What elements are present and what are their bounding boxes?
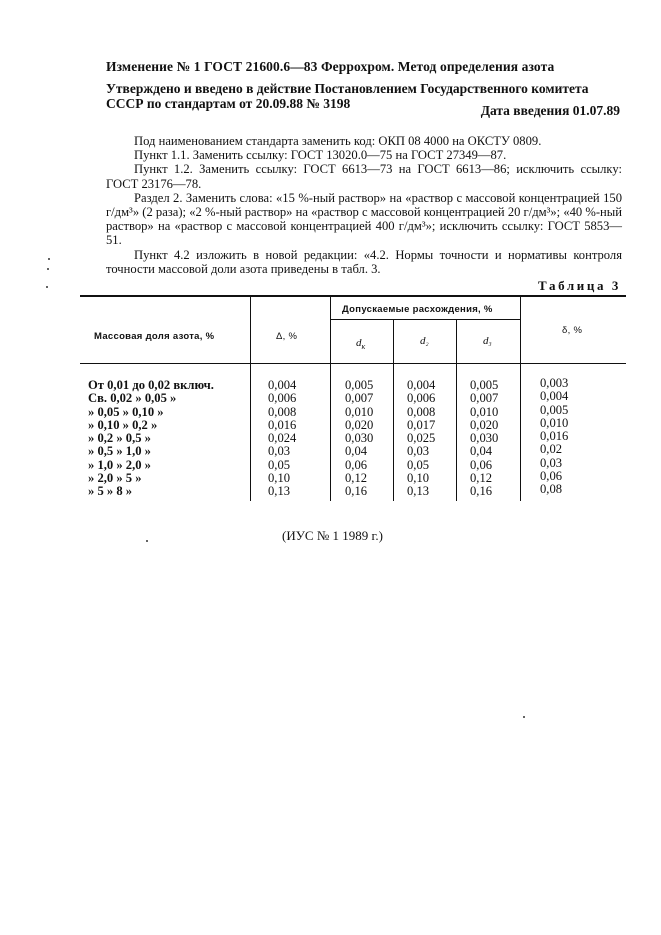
- d2-value: 0,017: [407, 417, 436, 432]
- amendment-text: [106, 134, 622, 276]
- header-d2-letter: d: [420, 335, 426, 347]
- dk-value: 0,16: [345, 484, 368, 499]
- sigma-value: 0,08: [540, 482, 563, 497]
- dk-value: 0,005: [345, 378, 374, 392]
- sigma-value: 0,010: [540, 415, 569, 430]
- delta-value: 0,03: [268, 444, 291, 459]
- mass-row-1: От 0,01 до 0,02 включ.: [88, 378, 214, 392]
- d2-value: 0,13: [407, 484, 430, 499]
- dk-value: 0,04: [345, 444, 368, 459]
- delta-value: 0,05: [268, 457, 291, 472]
- dk-value: 0,030: [345, 431, 374, 446]
- delta-value: 0,13: [268, 484, 291, 499]
- column-divider-5: [520, 296, 521, 501]
- header-delta: Δ, %: [276, 331, 298, 342]
- d2-value: 0,05: [407, 457, 430, 472]
- header-dk: [356, 337, 365, 351]
- d2-value: 0,03: [407, 444, 430, 459]
- d3-column: [470, 379, 498, 499]
- column-divider-2: [330, 296, 331, 501]
- mass-row-5: » 0,2 » 0,5 »: [88, 431, 151, 446]
- table-caption: Таблица 3: [538, 278, 621, 293]
- dk-value: 0,12: [345, 471, 368, 486]
- mass-row-3: » 0,05 » 0,10 »: [88, 404, 164, 419]
- paragraph-item-1-2: Пункт 1.2. Заменить ссылку: ГОСТ 6613—73 на ГОСТ 6613—86; исключить ссылку: ГОСТ 23176—78.: [106, 162, 622, 191]
- delta-column: [268, 379, 296, 499]
- approval-line-2: СССР по стандартам от 20.09.88 № 3198: [106, 96, 351, 111]
- dk-value: 0,010: [345, 404, 374, 419]
- accuracy-table: [80, 295, 626, 505]
- d2-value: 0,008: [407, 404, 436, 419]
- header-mass-fraction: Массовая доля азота, %: [94, 331, 215, 342]
- approval-line-1: Утверждено и введено в действие Постановлением Государственного комитета: [106, 81, 589, 96]
- header-dk-letter: d: [356, 337, 362, 349]
- header-sigma: δ, %: [562, 325, 583, 336]
- header-d3-letter: d: [483, 335, 489, 347]
- d2-column: [407, 379, 435, 499]
- delta-value: 0,004: [268, 378, 297, 392]
- d2-value: 0,004: [407, 378, 436, 392]
- mass-row-4: » 0,10 » 0,2 »: [88, 417, 158, 432]
- column-divider-3: [393, 320, 394, 501]
- delta-value: 0,006: [268, 391, 297, 406]
- dk-value: 0,06: [345, 457, 368, 472]
- sigma-value: 0,016: [540, 429, 569, 444]
- ius-reference: [0, 528, 661, 544]
- header-d3-subscript: ₃: [488, 336, 492, 346]
- mass-row-9: » 5 » 8 »: [88, 484, 133, 499]
- scan-speck: [523, 716, 525, 718]
- paragraph-item-4-2: Пункт 4.2 изложить в новой редакции: «4.2. Нормы точности и нормативы контроля точности массовой доли азота приведены в табл. 3.: [106, 247, 622, 276]
- sigma-value: 0,003: [540, 376, 569, 390]
- dk-value: 0,020: [345, 417, 374, 432]
- ius-text: (ИУС № 1 1989 г.): [282, 528, 383, 543]
- delta-value: 0,024: [268, 431, 297, 446]
- sigma-value: 0,06: [540, 469, 563, 484]
- mass-row-8: » 2,0 » 5 »: [88, 471, 142, 486]
- mass-row-7: » 1,0 » 2,0 »: [88, 457, 151, 472]
- d2-value: 0,025: [407, 431, 436, 446]
- header-d2: [420, 335, 429, 347]
- table-header-rule: [80, 363, 626, 364]
- header-d2-subscript: ₂: [425, 336, 429, 346]
- dk-column: [345, 379, 373, 499]
- delta-value: 0,10: [268, 471, 291, 486]
- header-permissible-discrepancies: Допускаемые расхождения, %: [342, 304, 493, 315]
- dk-value: 0,007: [345, 391, 374, 406]
- sigma-column: [540, 377, 568, 497]
- d3-value: 0,005: [470, 378, 499, 392]
- d3-value: 0,030: [470, 431, 499, 446]
- paragraph-code: Под наименованием стандарта заменить код: ОКП 08 4000 на ОКСТУ 0809.: [134, 134, 542, 148]
- d3-value: 0,06: [470, 457, 493, 472]
- d2-value: 0,10: [407, 471, 430, 486]
- mass-row-2: Св. 0,02 » 0,05 »: [88, 391, 177, 406]
- mass-fraction-column: [88, 379, 214, 499]
- scan-speck: [146, 540, 148, 542]
- scan-speck: [47, 268, 49, 270]
- permissible-subheader-rule: [330, 319, 520, 320]
- header-d3: [483, 335, 492, 347]
- effective-date: Дата введения 01.07.89: [480, 103, 620, 118]
- sigma-value: 0,005: [540, 402, 569, 417]
- delta-value: 0,016: [268, 417, 297, 432]
- column-divider-1: [250, 296, 251, 501]
- d2-value: 0,006: [407, 391, 436, 406]
- d3-value: 0,010: [470, 404, 499, 419]
- document-heading: Изменение № 1 ГОСТ 21600.6—83 Феррохром. Метод определения азота: [106, 59, 555, 74]
- sigma-value: 0,004: [540, 389, 569, 404]
- table-top-rule: [80, 295, 626, 297]
- paragraph-section-2: Раздел 2. Заменить слова: «15 %-ный раствор» на «раствор с массовой концентрацией 150 г/дм³» (2 раза); «2 %-ный раствор» на «раствор с массовой концентрацией 20 г/дм³»; «40 %-ный раствор» на «раствор с массовой концентрацией 400 г/дм³»; исключить ссылку: ГОСТ 5853—51.: [106, 190, 622, 248]
- paragraph-item-1-1: Пункт 1.1. Заменить ссылку: ГОСТ 13020.0—75 на ГОСТ 27349—87.: [134, 148, 507, 163]
- column-divider-4: [456, 320, 457, 501]
- mass-row-6: » 0,5 » 1,0 »: [88, 444, 151, 459]
- d3-value: 0,020: [470, 417, 499, 432]
- header-dk-subscript: к: [361, 342, 366, 352]
- d3-value: 0,16: [470, 484, 493, 499]
- d3-value: 0,04: [470, 444, 493, 459]
- sigma-value: 0,03: [540, 455, 563, 470]
- d3-value: 0,007: [470, 391, 499, 406]
- delta-value: 0,008: [268, 404, 297, 419]
- scan-speck: [46, 286, 48, 288]
- d3-value: 0,12: [470, 471, 493, 486]
- sigma-value: 0,02: [540, 442, 563, 457]
- scan-speck: [48, 258, 50, 260]
